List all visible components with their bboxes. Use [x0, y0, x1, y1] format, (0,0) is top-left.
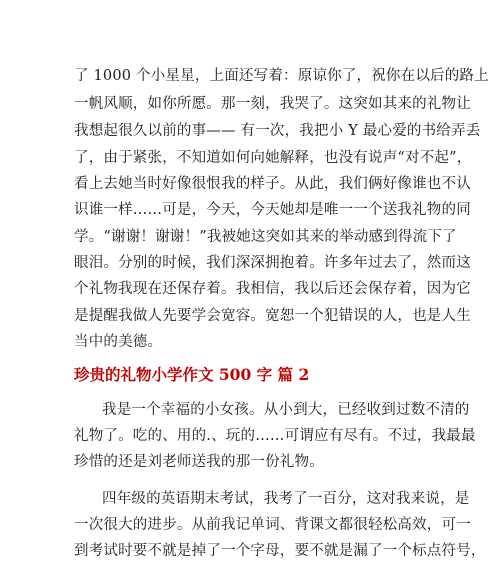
text-line: 一次很大的进步。从前我记单词、背课文都很轻松高效，可一 — [74, 517, 471, 533]
section-heading: 珍贵的礼物小学作文 500 字 篇 2 — [74, 365, 310, 384]
text-line: 礼物了。吃的、用的.、玩的……可谓应有尽有。不过，我最最 — [74, 428, 476, 444]
text-line: 看上去她当时好像很恨我的样子。从此，我们俩好像谁也不认 — [74, 176, 471, 192]
text-line: 眼泪。分别的时候，我们深深拥抱着。许多年过去了，然而这 — [74, 255, 471, 271]
text-line: 我是一个幸福的小女孩。从小到大，已经收到过数不清的 — [102, 402, 470, 418]
text-line: 了，由于紧张，不知道如何向她解释，也没有说声“对不起”， — [74, 150, 472, 166]
text-line: 是提醒我做人先要学会宽容。宽恕一个犯错误的人，也是人生 — [74, 308, 471, 324]
text-line: 了 1000 个小星星，上面还写着：原谅你了，祝你在以后的路上 — [74, 68, 489, 84]
text-line: 识谁一样……可是，今天，今天她却是唯一一个送我礼物的同 — [74, 202, 471, 218]
text-line: 个礼物我现在还保存着。我相信，我以后还会保存着，因为它 — [74, 281, 471, 297]
text-line: 到考试时要不就是掉了一个字母，要不就是漏了一个标点符号， — [74, 543, 486, 559]
text-line: 学。“谢谢！谢谢！”我被她这突如其来的举动感到得流下了 — [74, 229, 457, 245]
text-line: 当中的美德。 — [74, 334, 163, 350]
text-line: 一帆风顺，如你所愿。那一刻，我哭了。这突如其来的礼物让 — [74, 96, 471, 112]
text-line: 四年级的英语期末考试，我考了一百分，这对我来说，是 — [102, 491, 470, 507]
text-line: 珍惜的还是刘老师送我的那一份礼物。 — [74, 454, 324, 470]
text-line: 我想起很久以前的事—— 有一次，我把小 Y 最心爱的书给弄丢 — [74, 123, 481, 139]
